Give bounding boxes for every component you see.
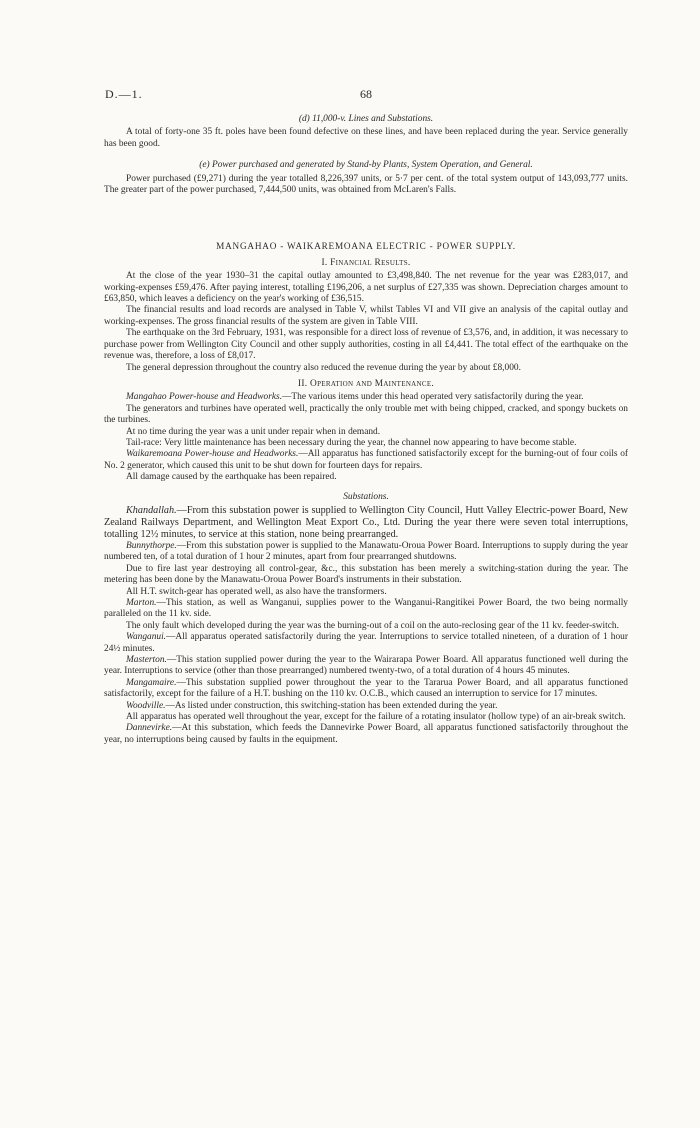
paragraph-lead: Woodville. (126, 700, 166, 711)
substation-paragraph (104, 541, 628, 564)
section-e-paragraph: Power purchased (£9,271) during the year totalled 8,226,397 units, or 5·7 per cent. of the total system output of 143,093,777 units. The greater part of the power purchased, 7,444,500 units, was obtained from McLaren's Falls. (104, 173, 628, 196)
substation-paragraph: The only fault which developed during the year was the burning-out of a coil on the auto-reclosing gear of the 11 kv. feeder-switch. (126, 620, 619, 631)
financial-paragraph: At the close of the year 1930–31 the capital outlay amounted to £3,498,840. The net revenue for the year was £283,017, and working-expenses £59,476. After paying interest, totalling £196,206, a net surplus of £27,335 was shown. Depreciation charges amount to £63,850, which leaves a deficiency on the year's working of £36,515. (104, 271, 628, 305)
paragraph-lead: Dannevirke. (126, 723, 173, 734)
page-content (104, 108, 628, 746)
section-e-heading: (e) Power purchased and generated by Stand-by Plants, System Operation, and General. (199, 160, 533, 171)
paragraph-text: —This substation supplied power throughout the year to the Tararua Power Board, and all apparatus functioned satisfactorily, except for the failure of a H.T. bushing on the 110 kv. O.C.B., which caused an interruption to service for 17 minutes. (104, 677, 628, 700)
operation-paragraph: Tail-race: Very little maintenance has been necessary during the year, the channel now appearing to have become stable. (126, 437, 577, 448)
financial-paragraph: The financial results and load records are analysed in Table V, whilst Tables VI and VII give an analysis of the capital outlay and working-expenses. The gross financial results of the system are given in Table VIII. (104, 305, 628, 327)
paragraph-text: —From this substation power is supplied to the Manawatu-Oroua Power Board. Interruptions to supply during the year numbered ten, of a total duration of 1 hour 2 minutes, apart from four prearranged shutdowns. (104, 540, 628, 563)
financial-paragraph: The general depression throughout the country also reduced the revenue during the year by about £8,000. (126, 362, 521, 373)
paragraph-lead: Bunnythorpe. (126, 540, 177, 551)
operation-paragraph (104, 449, 628, 472)
paragraph-text: —At this substation, which feeds the Dannevirke Power Board, all apparatus functioned satisfactorily throughout the year, no interruptions being caused by faults in the equipment. (104, 723, 628, 745)
operation-paragraph: The generators and turbines have operated well, practically the only trouble met with being chipped, cracked, and spongy buckets on the turbines. (104, 403, 628, 426)
paragraph-text: —The various items under this head operated very satisfactorily during the year. (282, 392, 584, 403)
paragraph-lead: Khandallah. (126, 504, 177, 516)
paragraph-text: —All apparatus operated satisfactorily during the year. Interruptions to service totalled nineteen, of a duration of 1 hour 24½ minutes. (104, 632, 628, 654)
paragraph-text: —This station supplied power during the year to the Wairarapa Power Board. All apparatus functioned well during the year. Interruptions to service (other than those prearranged) numbered twenty-two, of a total duration of 4 hours 45 minutes. (104, 655, 628, 677)
paragraph-text: —This station, as well as Wanganui, supplies power to the Wanganui-Rangitikei Power Board, the two being normally paralleled on the 11 kv. side. (104, 598, 628, 620)
substations-heading: Substations. (343, 491, 389, 502)
paragraph-lead: Masterton. (126, 655, 167, 666)
substation-paragraph: All H.T. switch-gear has operated well, as also have the transformers. (126, 586, 387, 597)
operation-paragraph: At no time during the year was a unit under repair when in demand. (126, 426, 381, 437)
paragraph-text: —All apparatus has functioned satisfactorily except for the burning-out of four coils of No. 2 generator, which caused this unit to be shut down for fourteen days for repairs. (104, 449, 629, 471)
substation-paragraph: Due to fire last year destroying all control-gear, &c., this substation has been merely a switching-station during the year. The metering has been done by the Manawatu-Oroua Power Board's instruments in their substation. (104, 563, 628, 586)
paragraph-lead: Mangamaire. (126, 677, 177, 688)
substation-paragraph (104, 723, 628, 746)
substation-paragraph (104, 701, 628, 712)
section-d-heading: (d) 11,000-v. Lines and Substations. (298, 114, 434, 124)
operation-paragraph: All damage caused by the earthquake has been repaired. (126, 472, 337, 483)
document-title: MANGAHAO - WAIKAREMOANA ELECTRIC - POWER SUPPLY. (216, 241, 516, 252)
operation-paragraph (104, 392, 628, 403)
paragraph-lead: Wanganui. (126, 632, 167, 643)
substation-paragraph (104, 655, 628, 678)
paragraph-lead: Mangahao Power-house and Headworks. (126, 392, 283, 403)
substation-paragraph (104, 598, 628, 621)
page-number: 68 (360, 87, 372, 101)
substation-paragraph (104, 632, 628, 655)
substation-paragraph (104, 505, 628, 541)
substation-paragraph: All apparatus has operated well throughout the year, except for the failure of a rotating insulator (hollow type) of an air-break switch. (126, 712, 626, 723)
paragraph-text: —From this substation power is supplied to Wellington City Council, Hutt Valley Electric-power Board, New Zealand Railways Department, and Wellington Meat Export Co., Ltd. During the year there were seven total interruptions, totalling 12½ minutes, to service at this station, none being prearranged. (104, 504, 628, 540)
paragraph-lead: Marton. (126, 598, 157, 608)
operation-heading: II. Operation and Maintenance. (297, 378, 435, 389)
paragraph-text: —As listed under construction, this switching-station has been extended during the year. (165, 700, 498, 711)
section-d-paragraph: A total of forty-one 35 ft. poles have been found defective on these lines, and have been replaced during the year. Service generally has been good. (104, 127, 628, 149)
report-code: D.—1. (105, 87, 143, 101)
financial-results-heading: I. Financial Results. (321, 257, 411, 268)
substation-paragraph (104, 678, 628, 701)
paragraph-lead: Waikaremoana Power-house and Headworks. (126, 449, 299, 460)
financial-paragraph: The earthquake on the 3rd February, 1931, was responsible for a direct loss of revenue of £3,576, and, in addition, it was necessary to purchase power from Wellington City Council and other supply authorities, costing in all £4,441. The total effect of the earthquake on the revenue was, therefore, a loss of £8,017. (104, 328, 628, 362)
